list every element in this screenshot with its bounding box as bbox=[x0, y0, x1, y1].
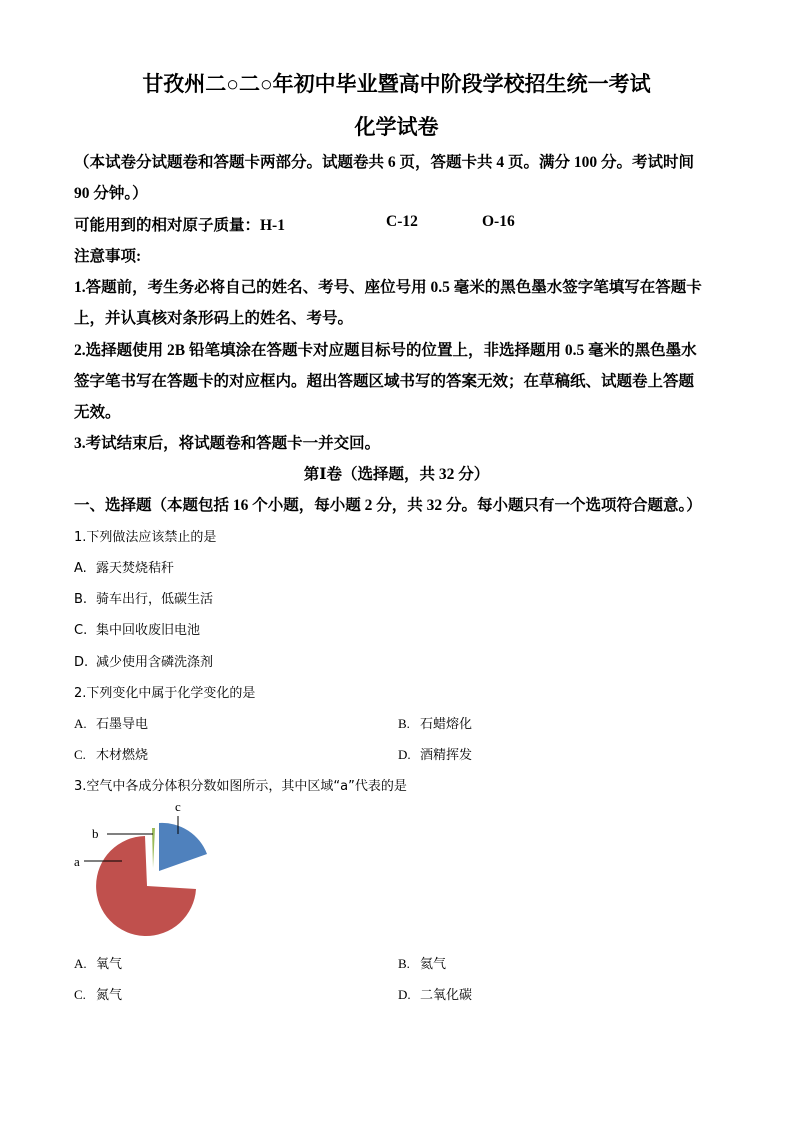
option-text: 集中回收废旧电池 bbox=[96, 623, 201, 638]
option-text: 氦气 bbox=[420, 956, 447, 971]
option-text: 木材燃烧 bbox=[96, 747, 149, 762]
note-2-line-3: 无效。 bbox=[74, 404, 121, 421]
option-label: A. bbox=[74, 716, 87, 731]
question-3-option-c[interactable] bbox=[74, 984, 122, 1003]
question-3-option-a[interactable] bbox=[74, 953, 122, 972]
note-3-line-1: 3.考试结束后，将试题卷和答题卡一并交回。 bbox=[74, 435, 381, 452]
question-3-stem: 3.空气中各成分体积分数如图所示，其中区域“a”代表的是 bbox=[74, 779, 407, 794]
atomic-mass-c: C-12 bbox=[386, 213, 418, 230]
air-composition-pie-chart bbox=[60, 795, 230, 945]
note-2-line-1: 2.选择题使用 2B 铅笔填涂在答题卡对应题目标号的位置上，非选择题用 0.5 毫米的黑色墨水 bbox=[74, 342, 697, 359]
option-label: B. bbox=[398, 716, 410, 731]
question-2-option-b[interactable] bbox=[398, 713, 472, 732]
atomic-mass-label: 可能用到的相对原子质量：H-1 bbox=[74, 217, 285, 234]
option-text: 二氧化碳 bbox=[420, 987, 473, 1002]
note-1-line-1: 1.答题前，考生务必将自己的姓名、考号、座位号用 0.5 毫米的黑色墨水签字笔填写在答题卡 bbox=[74, 279, 702, 296]
option-label: D. bbox=[398, 747, 411, 762]
question-1-option-b[interactable] bbox=[74, 588, 213, 607]
exam-title: 甘孜州二○二○年初中毕业暨高中阶段学校招生统一考试 bbox=[142, 72, 651, 96]
option-label: D. bbox=[398, 987, 411, 1002]
option-text: 石蜡熔化 bbox=[420, 716, 473, 731]
question-2-option-d[interactable] bbox=[398, 744, 472, 763]
question-3-option-b[interactable] bbox=[398, 953, 446, 972]
question-2-option-c[interactable] bbox=[74, 744, 148, 763]
option-label: A. bbox=[74, 956, 87, 971]
question-1-option-d[interactable] bbox=[74, 651, 213, 670]
option-label: A. bbox=[74, 561, 87, 576]
intro-line-1: （本试卷分试题卷和答题卡两部分。试题卷共 6 页，答题卡共 4 页。满分 100 分。考试时间 bbox=[74, 154, 695, 171]
option-text: 骑车出行，低碳生活 bbox=[96, 592, 214, 607]
notes-heading: 注意事项: bbox=[74, 248, 142, 265]
part-title: 第Ⅰ卷（选择题，共 32 分） bbox=[303, 466, 490, 483]
question-2-option-a[interactable] bbox=[74, 713, 148, 732]
option-label: C. bbox=[74, 747, 86, 762]
exam-subtitle: 化学试卷 bbox=[354, 115, 439, 139]
question-3-option-d[interactable] bbox=[398, 984, 472, 1003]
intro-line-2: 90 分钟。） bbox=[74, 185, 148, 202]
question-2-stem: 2.下列变化中属于化学变化的是 bbox=[74, 686, 256, 701]
pie-slice-c bbox=[159, 823, 207, 871]
option-label: C. bbox=[74, 987, 86, 1002]
note-2-line-2: 签字笔书写在答题卡的对应框内。超出答题区域书写的答案无效；在草稿纸、试题卷上答题 bbox=[74, 373, 695, 390]
pie-label-b: b bbox=[92, 826, 99, 841]
option-text: 露天焚烧秸秆 bbox=[96, 561, 175, 576]
option-text: 减少使用含磷洗涤剂 bbox=[96, 655, 214, 670]
note-1-line-2: 上，并认真核对条形码上的姓名、考号。 bbox=[74, 310, 354, 327]
atomic-mass-o: O-16 bbox=[482, 213, 515, 230]
option-text: 石墨导电 bbox=[96, 716, 149, 731]
section-heading: 一、选择题（本题包括 16 个小题，每小题 2 分，共 32 分。每小题只有一个选项符合题意。） bbox=[74, 497, 702, 514]
option-text: 氧气 bbox=[96, 956, 123, 971]
question-1-option-a[interactable] bbox=[74, 557, 174, 576]
option-text: 酒精挥发 bbox=[420, 747, 473, 762]
option-label: C. bbox=[74, 623, 88, 638]
option-label: D. bbox=[74, 655, 89, 670]
pie-label-c: c bbox=[175, 799, 181, 814]
option-label: B. bbox=[398, 956, 410, 971]
pie-label-a: a bbox=[74, 854, 80, 869]
question-1-option-c[interactable] bbox=[74, 619, 200, 638]
option-text: 氮气 bbox=[96, 987, 123, 1002]
question-1-stem: 1.下列做法应该禁止的是 bbox=[74, 530, 217, 545]
option-label: B. bbox=[74, 592, 88, 607]
